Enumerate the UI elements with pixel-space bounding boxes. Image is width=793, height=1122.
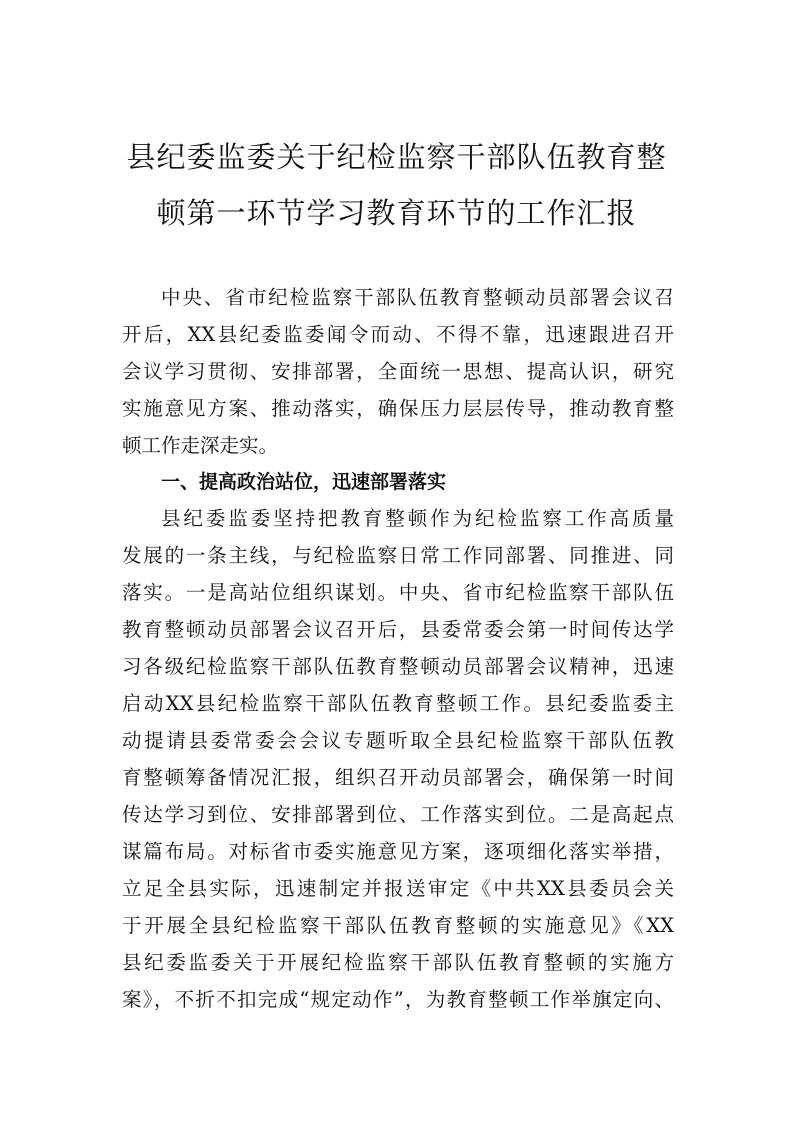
document-title-line-1: 县纪委监委关于纪检监察干部队伍教育整 <box>126 140 667 174</box>
body-line: 发展的一条主线，与纪检监察日常工作同部署、同推进、同 <box>122 544 674 567</box>
intro-line: 中央、省市纪检监察干部队伍教育整顿动员部署会议召 <box>161 286 674 309</box>
body-line: 落实。一是高站位组织谋划。中央、省市纪检监察干部队伍 <box>122 581 674 604</box>
body-line: 启动XX县纪检监察干部队伍教育整顿工作。县纪委监委主 <box>122 692 674 715</box>
body-line: 育整顿筹备情况汇报，组织召开动员部署会，确保第一时间 <box>122 766 674 789</box>
body-line: 案》，不折不扣完成“规定动作”，为教育整顿工作举旗定向、 <box>122 988 674 1011</box>
body-line: 传达学习到位、安排部署到位、工作落实到位。二是高起点 <box>122 803 674 826</box>
intro-line: 顿工作走深走实。 <box>122 434 279 457</box>
intro-line: 会议学习贯彻、安排部署，全面统一思想、提高认识，研究 <box>122 360 674 383</box>
body-line: 县纪委监委关于开展纪检监察干部队伍教育整顿的实施方 <box>122 951 674 974</box>
body-line: 立足全县实际，迅速制定并报送审定《中共XX县委员会关 <box>122 877 674 900</box>
document-title-line-2: 顿第一环节学习教育环节的工作汇报 <box>156 196 637 230</box>
body-line: 教育整顿动员部署会议召开后，县委常委会第一时间传达学 <box>122 618 674 641</box>
intro-line: 实施意见方案、推动落实，确保压力层层传导，推动教育整 <box>122 397 674 420</box>
body-line: 谋篇布局。对标省市委实施意见方案，逐项细化落实举措， <box>122 840 674 863</box>
body-line: 县纪委监委坚持把教育整顿作为纪检监察工作高质量 <box>161 507 674 530</box>
body-line: 习各级纪检监察干部队伍教育整顿动员部署会议精神，迅速 <box>122 655 674 678</box>
body-line: 于开展全县纪检监察干部队伍教育整顿的实施意见》《XX <box>122 914 674 937</box>
section-heading: 一、提高政治站位，迅速部署落实 <box>161 471 447 493</box>
body-line: 动提请县委常委会会议专题听取全县纪检监察干部队伍教 <box>122 729 674 752</box>
intro-line: 开后，XX县纪委监委闻令而动、不得不靠，迅速跟进召开 <box>122 323 674 346</box>
